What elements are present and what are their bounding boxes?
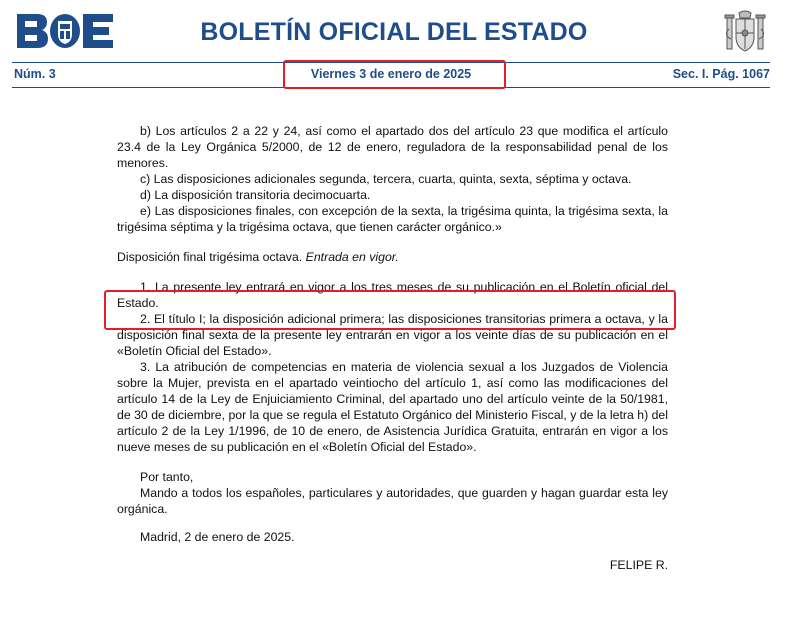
coat-of-arms-icon xyxy=(723,9,767,55)
paragraph-item-e: e) Las disposiciones finales, con excepción de la sexta, la trigésima quinta, la trigésima sexta, la trigésima séptima y la trigésima octava, que tienen carácter orgánico.» xyxy=(117,204,668,234)
gazette-title: BOLETÍN OFICIAL DEL ESTADO xyxy=(200,18,588,46)
date-highlight-box xyxy=(283,60,506,89)
paragraph-1: 1. La presente ley entrará en vigor a los tres meses de su publicación en el Boletín oficial del Estado. xyxy=(117,280,668,310)
document-body xyxy=(117,123,668,573)
section-page: Sec. I. Pág. 1067 xyxy=(672,67,770,81)
paragraph-item-c: c) Las disposiciones adicionales segunda, tercera, cuarta, quinta, sexta, séptima y octava. xyxy=(140,172,632,186)
paragraph-3: 3. La atribución de competencias en materia de violencia sexual a los Juzgados de Violencia sobre la Mujer, prevista en el apartado veintiocho del artículo 1, así como las modificaciones del artículo 14 de la Ley de Enjuiciamiento Criminal, del apartado uno del artículo veinte de la 50/1981, de 30 de diciembre, por la que se regula el Estatuto Orgánico del Ministerio Fiscal, y de la letra h) del artículo 2 de la Ley 1/1996, de 10 de enero, de Asistencia Jurídica Gratuita, entrarán en vigor a los nueve meses de su publicación en el «Boletín Oficial del Estado». xyxy=(117,360,668,454)
paragraph-item-d: d) La disposición transitoria decimocuarta. xyxy=(140,188,371,202)
page-header xyxy=(0,0,790,62)
boe-logo-graphic xyxy=(17,14,113,48)
paragraph-2: 2. El título I; la disposición adicional primera; las disposiciones transitorias primera a octava, y la disposición final sexta de la presente ley entrarán en vigor a los veinte días de su publicación en el «Boletín Oficial del Estado». xyxy=(117,312,668,358)
issue-date: Viernes 3 de enero de 2025 xyxy=(310,67,472,81)
provision-heading xyxy=(117,249,668,265)
closing-mando: Mando a todos los españoles, particulares y autoridades, que guarden y hagan guardar esta ley orgánica. xyxy=(117,486,668,516)
paragraph-highlight-box xyxy=(104,290,676,330)
boe-logo xyxy=(17,14,113,48)
provision-heading-label: Disposición final trigésima octava. xyxy=(117,250,303,264)
provision-heading-title: Entrada en vigor. xyxy=(305,250,399,264)
signature: FELIPE R. xyxy=(609,558,668,572)
issue-number: Núm. 3 xyxy=(14,67,56,81)
closing-por-tanto: Por tanto, xyxy=(140,470,194,484)
place-date: Madrid, 2 de enero de 2025. xyxy=(140,530,295,544)
paragraph-item-b: b) Los artículos 2 a 22 y 24, así como el apartado dos del artículo 23 que modifica el artículo 23.4 de la Ley Orgánica 5/2000, de 12 de enero, reguladora de la responsabilidad penal de los menores. xyxy=(117,124,668,170)
